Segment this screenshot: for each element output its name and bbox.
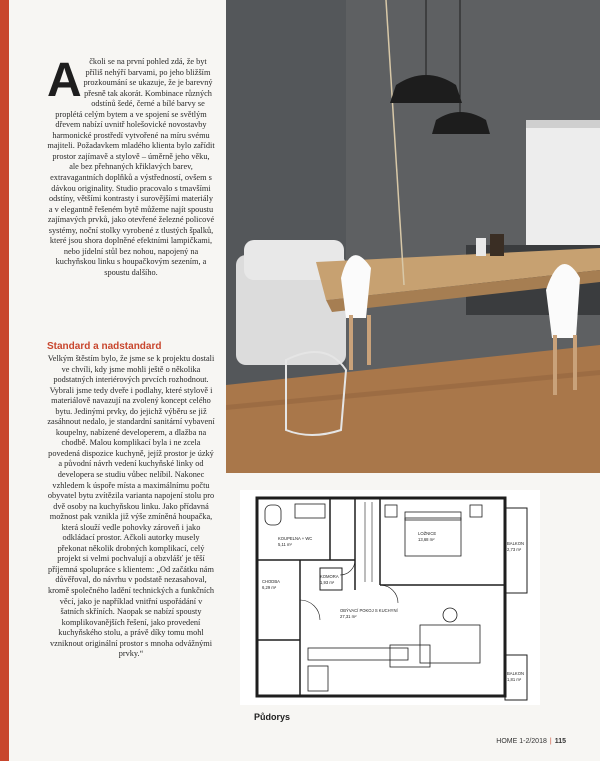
accent-bar [0,0,9,761]
body-column [47,354,215,660]
svg-text:BALKON: BALKON [507,541,524,546]
drop-cap: A [47,54,82,107]
section-subhead: Standard a nadstandard [47,341,162,352]
svg-text:1,81 m²: 1,81 m² [507,677,522,682]
interior-photo [226,0,600,473]
issue-label: HOME 1-2/2018 [496,738,547,745]
svg-text:1,93 m²: 1,93 m² [320,580,335,585]
svg-text:CHODBA: CHODBA [262,579,280,584]
intro-paragraph: čkoli se na první pohled zdá, že byt příliš nehýří barvami, po jeho bližším prozkoumání se ukazuje, že je barevný přesně tak akorát. Kombinace různých odstínů šedé, černé a bílé barvy se proplétá celým bytem a ve spojení se světlým dřevem nabízí uvnitř holešovické novostavby harmonické prostředí vytvořené na míru svému majiteli. Požadavkem mladého klienta bylo zařídit prostor zajímavě a stylově – úměrně jeho věku, ale bez přehnaných křiklavých barev, extravagantních doplňků a výstředností, ovšem s dávkou originality. Studio pracovalo s tmavšími odstíny, většími kontrasty i surovějšími materiály a v elegantně řešeném bytě můžeme najít spoustu zajímavých prvků, jako otevřené železné policové systémy, noční stolky vyrobené z tlustých špalků, které jsou shora doplněné efektními lampičkami, nebo jídelní stůl bez nohou, napojený na kuchyňskou linku s houpačkovým sezením, a spoustu dalšího. [47,57,215,277]
dining-room-photo-icon [226,0,600,473]
footer-separator: | [549,738,552,745]
svg-text:LOŽNICE: LOŽNICE [418,531,437,536]
svg-text:2,73 m²: 2,73 m² [507,547,522,552]
page-number: 115 [554,738,566,745]
svg-text:27,31 m²: 27,31 m² [340,614,357,619]
svg-text:OBÝVACÍ POKOJ S KUCHYNÍ: OBÝVACÍ POKOJ S KUCHYNÍ [340,608,398,613]
plan-caption: Půdorys [254,712,291,722]
room-label: KOUPELNA + WC [278,536,313,541]
page-footer [496,738,566,745]
svg-text:6,29 m²: 6,29 m² [262,585,277,590]
svg-text:KOMORA: KOMORA [320,574,339,579]
intro-column [47,54,215,278]
svg-text:5,11 m²: 5,11 m² [278,542,292,547]
floor-plan-drawing-icon [240,490,540,705]
svg-text:BALKON: BALKON [507,671,524,676]
floor-plan [240,490,540,705]
svg-text:13,68 m²: 13,68 m² [418,537,435,542]
body-paragraph: Velkým štěstím bylo, že jsme se k projektu dostali ve chvíli, kdy jsme mohli ještě o několika podstatných interiérových prvcích rozhodnout. Vybrali jsme tedy dveře i podlahy, které stylově i materiálově navazují na zvolený koncept celého bytu. Jedinými prvky, do jejichž výběru se již zasáhnout nedalo, je standardní sanitární vybavení koupelny, nabízené developerem, a dlažba na chodbě. Malou komplikací byla i ne zcela povedená dispozice kuchyně, jejíž prostor je úzký a původní návrh vedení kuchyňské linky od developera se studiu vůbec nelíbil. Nakonec vzhledem k úspoře místa a maximálnímu počtu obyvatel bytu zvítězila varianta napojení stolu pro dvě osoby na kuchyňskou linku. Jako přídavná možnost pak vznikla již výše zmíněná houpačka, která slouží vedle pohovky zároveň i jako odkládací prostor. Ačkoli autorky musely překonat několik drobných komplikací, celý projekt si velmi pochvalují a obzvlášť je těší příjemná spolupráce s klientem: „Od začátku nám důvěřoval, do návrhu v podstatě nezasahoval, kromě společného ladění technických a funkčních věcí, jako je například vnitřní uspořádání v šatních skříních. Naopak se nabízí spousty komplikovanějších řešení, jako provedení kuchyňského stolu, a právě díky tomu mohl vzniknout originální prostor s mnoha odvážnými prvky.“ [47,354,215,659]
